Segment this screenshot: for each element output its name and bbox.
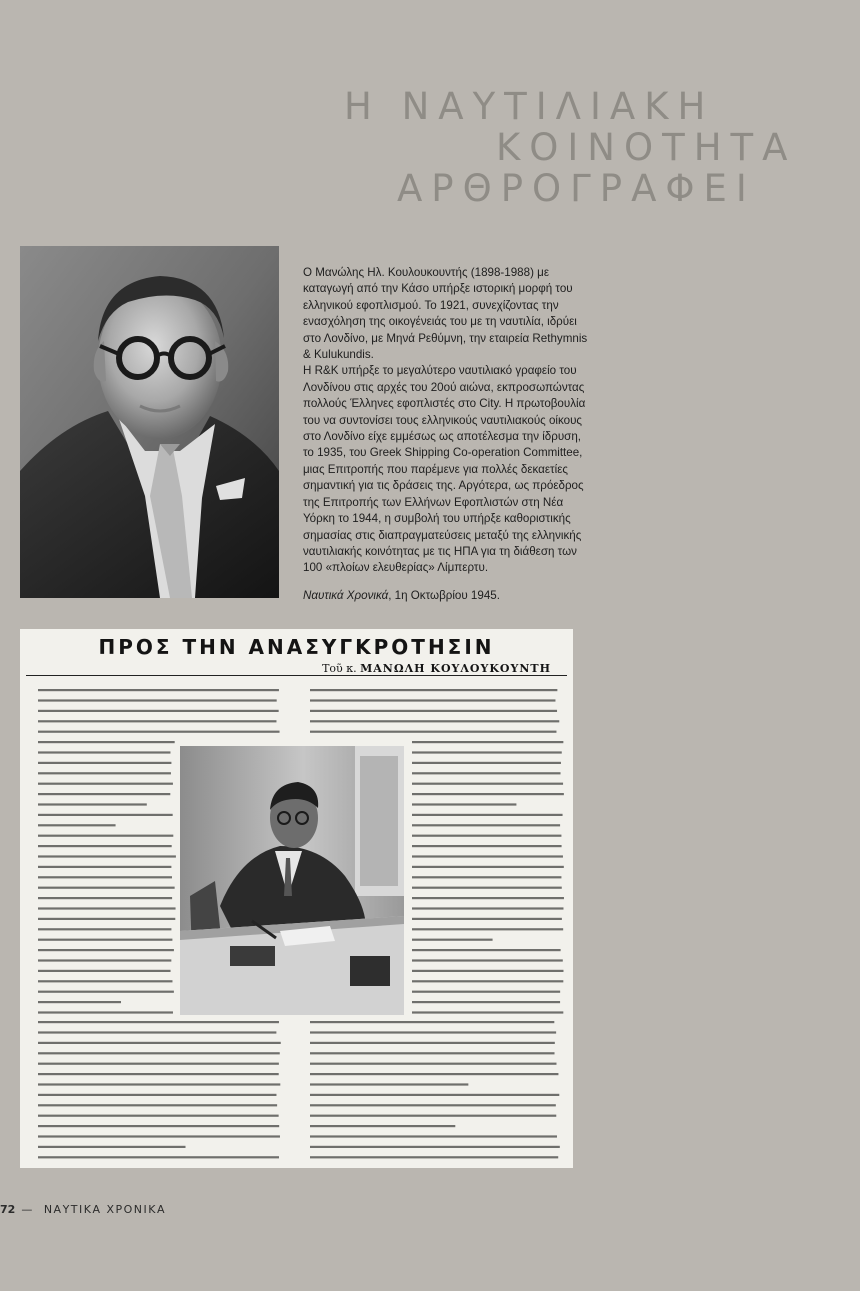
newspaper-clipping (20, 629, 573, 1168)
heading-line-1: Η ΝΑΥΤΙΛΙΑΚΗ (344, 85, 715, 128)
clipping-text-line (310, 1115, 556, 1117)
clipping-text-line (412, 949, 561, 951)
clipping-text-line (38, 824, 116, 826)
clipping-text-line (38, 1042, 281, 1044)
caption-publication: Ναυτικά Χρονικά (303, 589, 389, 602)
clipping-text-line (412, 1011, 563, 1013)
clipping-text-line (38, 970, 171, 972)
clipping-text-line (38, 1125, 279, 1127)
page-number: 72 (0, 1203, 16, 1216)
clipping-text-line (310, 689, 557, 691)
clipping-text-line (38, 731, 280, 733)
clipping-rule (26, 675, 567, 676)
clipping-text-line (412, 939, 493, 941)
clipping-text-line (38, 720, 276, 722)
clipping-text-line (38, 814, 173, 816)
clipping-text-line (310, 1094, 559, 1096)
clipping-text-line (38, 1083, 280, 1085)
clipping-text-line (310, 731, 556, 733)
clipping-text-line (412, 980, 563, 982)
clipping-text-line (412, 772, 561, 774)
magazine-name: ΝΑΥΤΙΚΑ ΧΡΟΝΙΚΑ (43, 1203, 167, 1216)
clipping-text-line (38, 772, 171, 774)
clipping-text-line (310, 1042, 555, 1044)
biography-text (303, 265, 593, 577)
footer-separator: — (21, 1203, 34, 1216)
clipping-text-line (38, 1104, 277, 1106)
clipping-text-line (38, 1001, 121, 1003)
clipping-text-line (412, 1001, 560, 1003)
clipping-text-line (412, 824, 560, 826)
clipping-text-line (310, 1104, 556, 1106)
clipping-text-line (38, 1063, 279, 1065)
clipping-text-line (38, 991, 174, 993)
bio-paragraph-1: Ο Μανώλης Ηλ. Κουλουκουντής (1898-1988) με καταγωγή από την Κάσο υπήρξε ιστορική μορφή του ελληνικού εφοπλισμού. Το 1921, συνεχίζοντας την ενασχόληση της οικογένειάς του με τη ναυτιλία, ιδρύει στο Λονδίνο, με Μηνά Ρεθύμνη, την εταιρεία Rethymnis & Kulukundis. (303, 266, 588, 362)
clipping-text-line (38, 793, 170, 795)
page-footer (0, 1203, 166, 1216)
clipping-author (322, 662, 551, 675)
clipping-text-line (38, 1094, 276, 1096)
clipping-text-line (38, 751, 170, 753)
clipping-text-line (38, 1156, 279, 1158)
clipping-text-line (412, 835, 561, 837)
clipping-text-line (412, 959, 563, 961)
clipping-text-line (412, 845, 562, 847)
clipping-text-line (38, 741, 175, 743)
clipping-text-line (38, 1146, 186, 1148)
clipping-text-line (412, 897, 564, 899)
clipping-text-line (38, 1115, 279, 1117)
clipping-text-line (310, 1083, 468, 1085)
clipping-text-line (38, 803, 147, 805)
clipping-text-line (38, 689, 279, 691)
clipping-text-line (412, 783, 563, 785)
clipping-text-line (412, 762, 561, 764)
clipping-text-line (412, 751, 562, 753)
clipping-text-line (38, 1073, 279, 1075)
clipping-text-line (38, 887, 175, 889)
clipping-text-line (412, 970, 563, 972)
bio-paragraph-2: Η R&K υπήρξε το μεγαλύτερο ναυτιλιακό γραφείο του Λονδίνου στις αρχές του 20ού αιώνα, εκπροσωπώντας πολλούς Έλληνες εφοπλιστές στο City. Η πρωτοβουλία του να συντονίσει τους ελληνικούς ναυτιλιακούς οίκους στο Λονδίνο είχε εμμέσως ως αποτέλεσμα την ίδρυση, το 1935, του Greek Shipping Co-operation Committee, μιας Επιτροπής που παρέμενε για πολλές δεκαετίες σημαντική για τις δράσεις της. Αργότερα, ως πρόεδρος της Επιτροπής των Ελλήνων Εφοπλιστών στη Νέα Υόρκη το 1944, η συμβολή του υπήρξε καθοριστικής σημασίας στις διαπραγματεύσεις μεταξύ της ελληνικής ναυτιλιακής κοινότητας με τις ΗΠΑ για τη διάθεση των 100 «πλοίων ελευθερίας» Λίμπερτυ. (303, 364, 586, 575)
clipping-text-line (412, 907, 563, 909)
clipping-text-line (38, 1052, 280, 1054)
clipping-text-line (38, 1011, 173, 1013)
clipping-text-line (412, 741, 563, 743)
clipping-text-line (310, 1135, 557, 1137)
clipping-text-line (38, 980, 172, 982)
heading-line-2: ΚΟΙΝΟΤΗΤΑ (496, 126, 797, 169)
clipping-text-line (310, 1156, 558, 1158)
clipping-text-line (310, 710, 557, 712)
clipping-text-line (38, 959, 171, 961)
clipping-text-line (310, 1031, 556, 1033)
portrait-photo (20, 246, 279, 598)
clipping-desk-photo (180, 746, 404, 1015)
clipping-text-line (310, 1052, 555, 1054)
clipping-text-line (310, 1073, 558, 1075)
source-caption (303, 589, 603, 602)
clipping-text-line (412, 866, 564, 868)
clipping-text-line (38, 699, 277, 701)
clipping-text-line (412, 793, 564, 795)
caption-date: , 1η Οκτωβρίου 1945. (388, 589, 500, 602)
clipping-text-line (310, 1146, 560, 1148)
clipping-text-line (412, 855, 563, 857)
heading-line-3: ΑΡΘΡΟΓΡΑΦΕΙ (397, 167, 756, 210)
clipping-text-line (38, 855, 176, 857)
clipping-text-line (412, 928, 563, 930)
clipping-text-line (38, 866, 171, 868)
clipping-text-line (38, 835, 173, 837)
clipping-text-line (38, 1135, 280, 1137)
clipping-text-line (38, 783, 173, 785)
clipping-text-line (412, 918, 562, 920)
clipping-text-line (38, 918, 175, 920)
clipping-text-line (38, 1031, 276, 1033)
clipping-text-line (38, 928, 171, 930)
clipping-author-name: ΜΑΝΩΛΗ ΚΟΥΛΟΥΚΟΥΝΤΗ (360, 662, 551, 675)
clipping-text-line (310, 1125, 455, 1127)
clipping-text-line (310, 699, 555, 701)
clipping-text-line (38, 762, 171, 764)
clipping-text-line (412, 887, 562, 889)
clipping-text-line (412, 814, 563, 816)
clipping-text-line (310, 1021, 554, 1023)
clipping-author-prefix: Τοῦ κ. (322, 662, 357, 675)
clipping-text-line (310, 1063, 556, 1065)
clipping-text-line (310, 720, 559, 722)
clipping-text-line (38, 939, 172, 941)
clipping-text-line (38, 897, 172, 899)
clipping-title: ΠΡΟΣ ΤΗΝ ΑΝΑΣΥΓΚΡΟΤΗΣΙΝ (98, 635, 495, 659)
clipping-text-line (38, 845, 172, 847)
clipping-text-line (412, 876, 561, 878)
clipping-text-line (412, 803, 516, 805)
clipping-text-line (38, 949, 174, 951)
clipping-text-line (38, 907, 176, 909)
clipping-text-line (38, 710, 279, 712)
clipping-text-line (38, 876, 172, 878)
clipping-text-line (38, 1021, 279, 1023)
clipping-text-line (412, 991, 560, 993)
